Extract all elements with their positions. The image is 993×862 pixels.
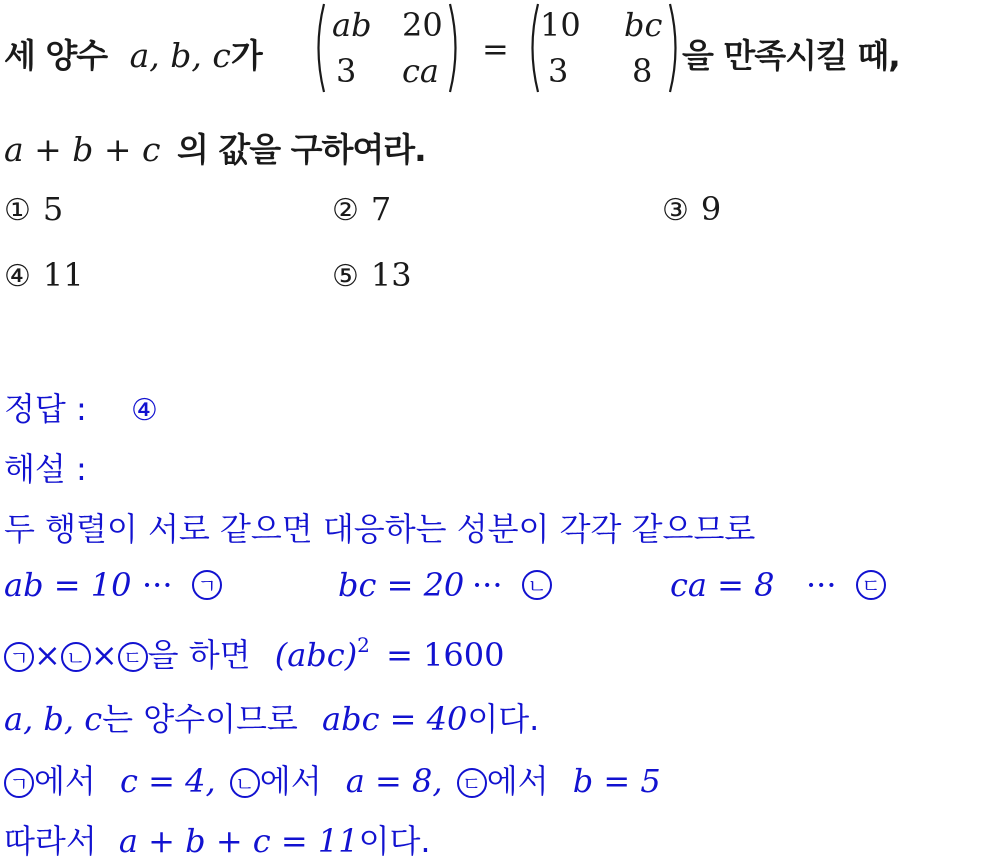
choice-5-number: ⑤ [332,259,359,294]
left-matrix-close-paren-icon [448,0,462,96]
solution-final-expr: a + b + c = 11 [118,822,359,860]
left-matrix-r2c2: ca [402,52,439,90]
question-ga: 가 [230,36,262,75]
choice-1-value: 5 [42,190,64,228]
answer-line [4,384,158,430]
right-matrix-r1c1: 10 [540,6,581,44]
question-prefix: 세 양수 [4,36,108,75]
solution-label: 해설 : [4,450,87,488]
question-line-1 [4,30,262,77]
left-paren-icon [312,0,326,96]
solution-positive-vars: a, b, c [4,700,103,738]
choice-1[interactable] [4,190,63,228]
choice-5-value: 13 [370,256,412,294]
question-expr: a + b + c [4,130,161,169]
solution-mark-1b-icon: ㄱ [4,642,34,672]
solution-intro: 두 행렬이 서로 같으면 대응하는 성분이 각각 같으므로 [4,510,756,548]
solution-eq1: ab = 10 [4,566,132,604]
solution-b-value: b = 5 [572,762,661,800]
solution-eseo-3: 에서 [486,762,549,800]
solution-values-row [4,756,661,802]
left-matrix-r1c1: ab [332,6,372,44]
right-matrix-r2c1: 3 [548,52,569,90]
solution-abc-value: abc = 40 [322,700,468,738]
right-matrix-r1c2: bc [624,6,663,44]
solution-mark-3-icon: ㄷ [856,570,886,600]
solution-mult-suffix: 을 하면 [147,636,251,674]
choice-3-number: ③ [662,193,689,228]
solution-mark-1-icon: ㄱ [192,570,222,600]
question-line-1-suffix [682,30,900,77]
solution-dots-2: ··· [472,566,503,604]
choice-2-value: 7 [370,190,392,228]
solution-abc-squared-rhs: = 1600 [386,636,505,674]
solution-times-1: × [34,636,61,674]
answer-label: 정답 : [4,390,87,428]
left-matrix-r1c2: 20 [402,6,443,44]
right-matrix-open-paren-icon [526,0,540,96]
left-matrix [312,0,462,96]
question-vars: a, b, c [129,36,231,75]
solution-c-value: c = 4, [120,762,216,800]
choice-3-value: 9 [700,190,722,228]
solution-positive-text: 는 양수이므로 [102,700,298,738]
choice-4-number: ④ [4,259,31,294]
choice-5[interactable] [332,256,412,294]
solution-mark-1c-icon: ㄱ [4,768,34,798]
solution-eseo-1: 에서 [34,762,96,800]
solution-eq2: bc = 20 [338,566,465,604]
solution-ida-1: 이다. [467,700,540,738]
solution-multiply-row [4,630,505,676]
solution-eseo-2: 에서 [259,762,322,800]
solution-ida-2: 이다. [358,822,431,860]
choice-2[interactable] [332,190,391,228]
choice-3[interactable] [662,190,721,228]
right-matrix-close-paren-icon [668,0,682,96]
solution-final-prefix: 따라서 [4,822,97,860]
solution-mark-2b-icon: ㄴ [61,642,91,672]
solution-mark-3c-icon: ㄷ [457,768,487,798]
solution-positive-row [4,694,539,740]
solution-a-value: a = 8, [345,762,443,800]
solution-mark-2c-icon: ㄴ [230,768,260,798]
question-suffix: 을 만족시킬 때, [682,36,900,75]
choice-2-number: ② [332,193,359,228]
question-line-2 [4,124,426,171]
solution-dots-1: ··· [142,566,173,604]
solution-dots-3: ··· [806,566,837,604]
solution-abc-exponent: 2 [357,633,370,657]
answer-value: ④ [130,393,158,428]
question-line-2-suffix: 의 값을 구하여라. [177,130,426,169]
right-matrix-r2c2: 8 [632,52,653,90]
matrix-equals: = [482,30,509,68]
solution-mark-3b-icon: ㄷ [118,642,148,672]
choice-1-number: ① [4,193,31,228]
solution-abc-squared: (abc) [274,636,358,674]
choice-4[interactable] [4,256,84,294]
solution-eq3: ca = 8 [670,566,775,604]
solution-final-row [4,816,431,862]
solution-eq-row [4,566,989,606]
solution-mark-2-icon: ㄴ [522,570,552,600]
solution-times-2: × [90,636,118,674]
left-matrix-r2c1: 3 [336,52,357,90]
right-matrix [526,0,682,96]
choice-4-value: 11 [42,256,84,294]
